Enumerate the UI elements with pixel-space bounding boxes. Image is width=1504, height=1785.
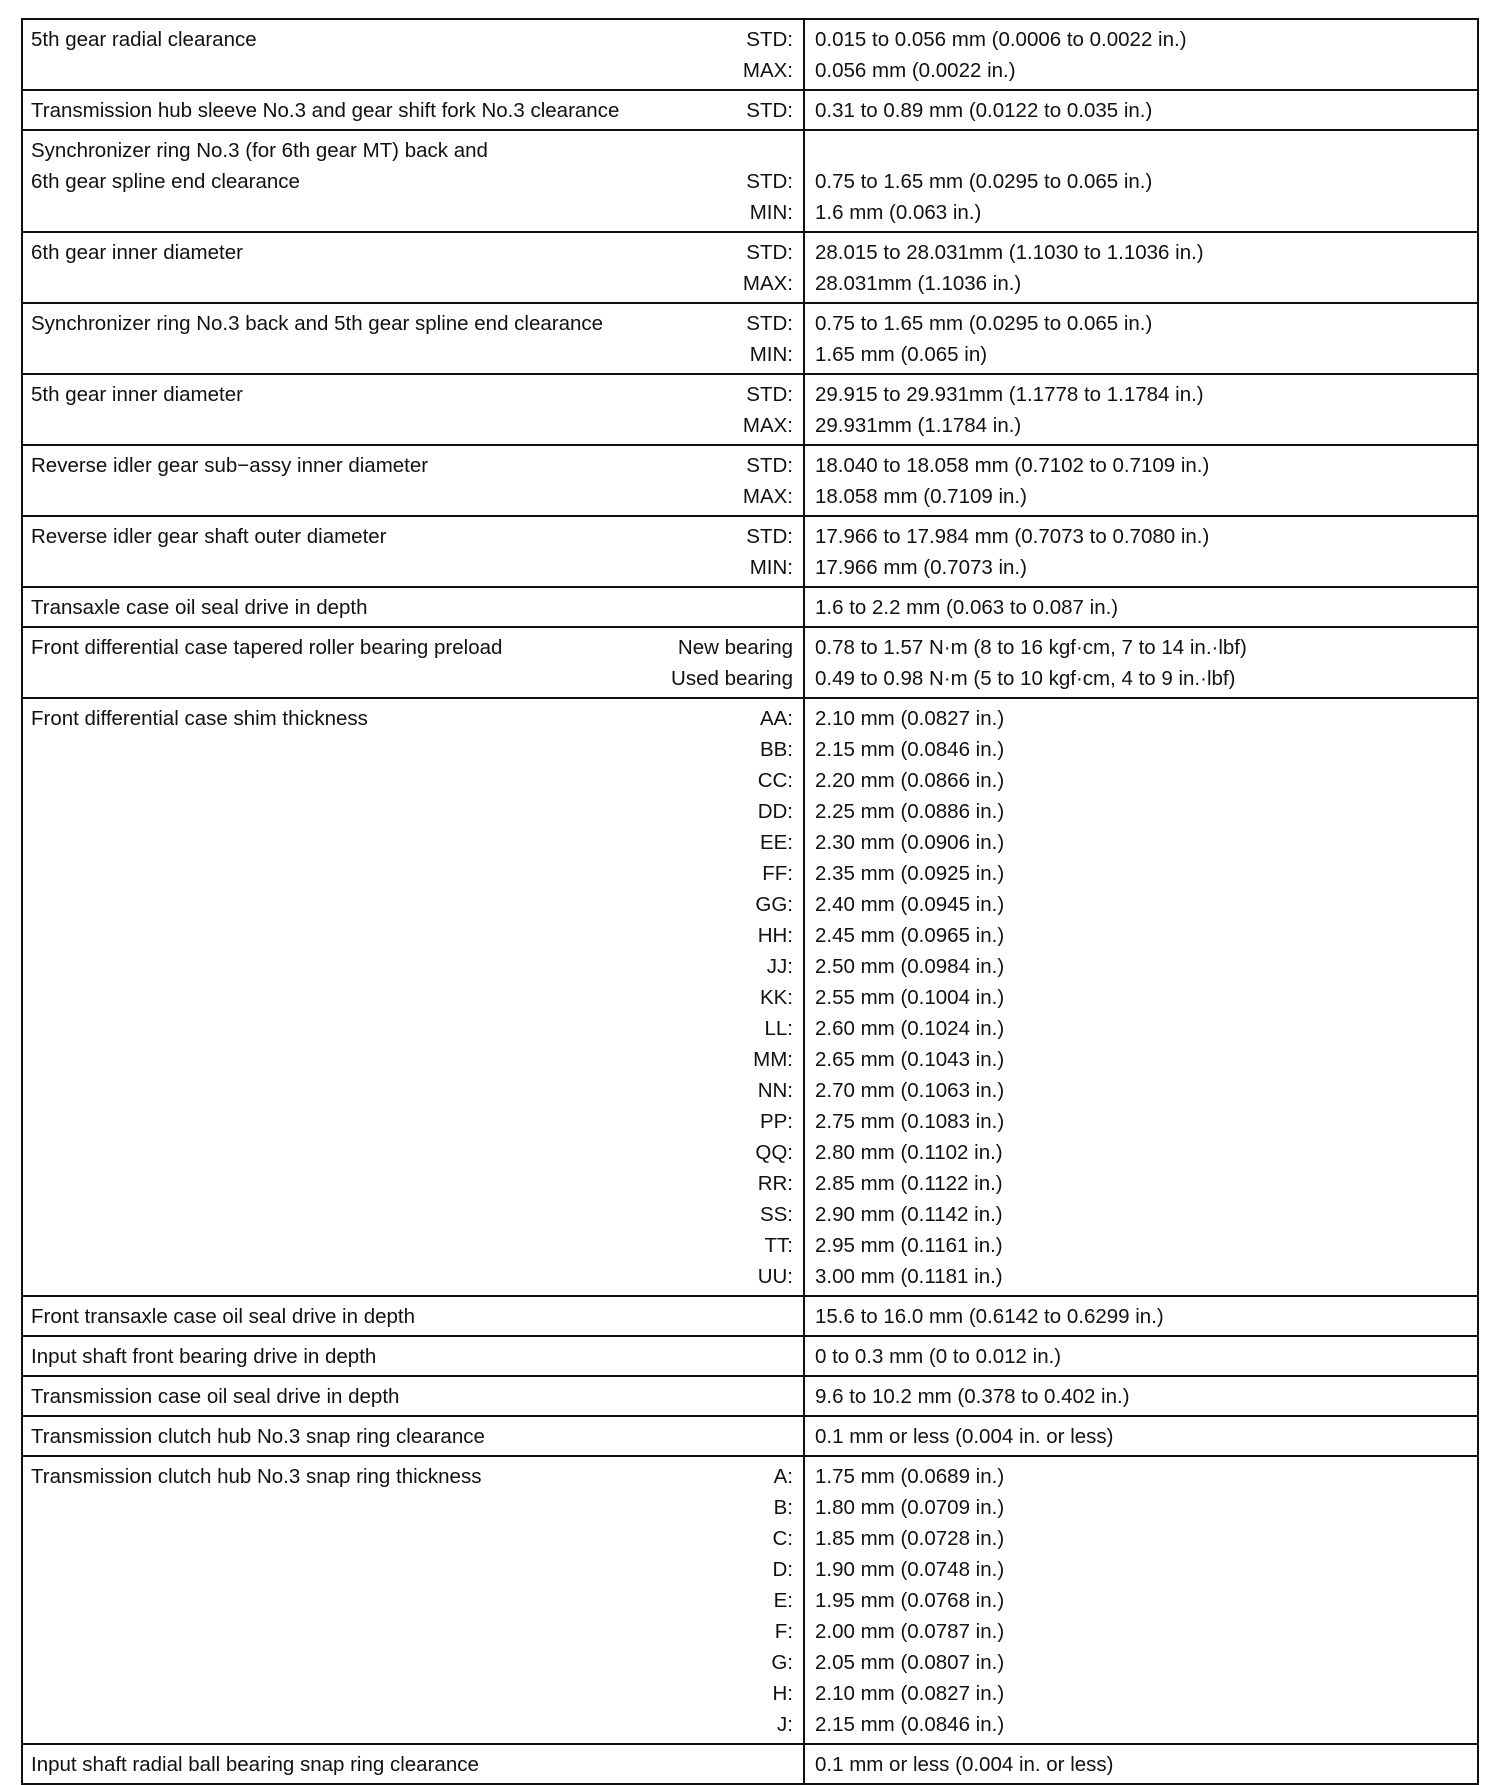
- spec-value: 2.25 mm (0.0886 in.): [815, 800, 1005, 823]
- spec-label: H:: [772, 1682, 793, 1705]
- spec-row: [22, 516, 1478, 587]
- spec-label: STD:: [746, 99, 793, 122]
- spec-description: [31, 703, 368, 734]
- spec-value: 2.30 mm (0.0906 in.): [815, 831, 1005, 854]
- spec-labels: [743, 24, 793, 86]
- spec-item-cell: [22, 1744, 804, 1784]
- spec-description-line: 6th gear spline end clearance: [31, 170, 300, 193]
- spec-description: [31, 592, 368, 623]
- spec-label: STD:: [746, 454, 793, 477]
- spec-value: 2.60 mm (0.1024 in.): [815, 1017, 1005, 1040]
- spec-value-cell: [804, 1456, 1478, 1744]
- spec-row: [22, 445, 1478, 516]
- spec-labels: [671, 632, 793, 694]
- spec-item-cell: [22, 90, 804, 130]
- spec-label: UU:: [757, 1265, 793, 1288]
- spec-value-cell: [804, 1296, 1478, 1336]
- spec-value: 1.90 mm (0.0748 in.): [815, 1558, 1005, 1581]
- spec-value: 1.75 mm (0.0689 in.): [815, 1465, 1005, 1488]
- spec-description-line: Reverse idler gear sub−assy inner diameter: [31, 454, 429, 477]
- spec-label: QQ:: [755, 1141, 793, 1164]
- spec-value: 29.931mm (1.1784 in.): [815, 414, 1022, 437]
- spec-labels: [743, 379, 793, 441]
- spec-row: [22, 1336, 1478, 1376]
- spec-description-line: Input shaft radial ball bearing snap ring clearance: [31, 1753, 479, 1776]
- spec-label: STD:: [746, 170, 793, 193]
- spec-value: 2.20 mm (0.0866 in.): [815, 769, 1005, 792]
- spec-value: 2.85 mm (0.1122 in.): [815, 1172, 1003, 1195]
- spec-item-cell: [22, 627, 804, 698]
- spec-label: KK:: [759, 986, 793, 1009]
- spec-label: MM:: [753, 1048, 793, 1071]
- spec-label: A:: [773, 1465, 793, 1488]
- spec-item-cell: [22, 130, 804, 232]
- spec-description: [31, 237, 243, 268]
- spec-label: B:: [773, 1496, 793, 1519]
- spec-labels: [746, 308, 793, 370]
- spec-label: Used bearing: [671, 667, 793, 690]
- specification-table-body: [22, 19, 1478, 1784]
- spec-value: [815, 135, 1467, 166]
- spec-value-cell: [804, 1416, 1478, 1456]
- spec-value-cell: [804, 587, 1478, 627]
- spec-item-cell: [22, 516, 804, 587]
- spec-item-cell: [22, 19, 804, 90]
- spec-label: G:: [771, 1651, 793, 1674]
- spec-value-cell: [804, 698, 1478, 1296]
- spec-value-cell: [804, 90, 1478, 130]
- spec-label: STD:: [746, 241, 793, 264]
- spec-label: CC:: [757, 769, 793, 792]
- spec-row: [22, 627, 1478, 698]
- spec-value: 17.966 to 17.984 mm (0.7073 to 0.7080 in.): [815, 525, 1210, 548]
- spec-label: SS:: [759, 1203, 793, 1226]
- spec-label: HH:: [757, 924, 793, 947]
- spec-value: 17.966 mm (0.7073 in.): [815, 556, 1027, 579]
- spec-label: STD:: [746, 525, 793, 548]
- spec-label: NN:: [757, 1079, 793, 1102]
- spec-value-cell: [804, 232, 1478, 303]
- spec-value: 2.15 mm (0.0846 in.): [815, 738, 1005, 761]
- spec-row: [22, 1296, 1478, 1336]
- spec-label: MAX:: [742, 59, 793, 82]
- spec-value: 15.6 to 16.0 mm (0.6142 to 0.6299 in.): [815, 1305, 1164, 1328]
- specification-table: [21, 18, 1479, 1785]
- spec-label: [746, 135, 793, 166]
- spec-description: [31, 95, 619, 126]
- spec-description-line: Transmission clutch hub No.3 snap ring clearance: [31, 1425, 485, 1448]
- spec-value: 29.915 to 29.931mm (1.1778 to 1.1784 in.): [815, 383, 1204, 406]
- spec-description-line: 6th gear inner diameter: [31, 241, 243, 264]
- spec-description-line: Front differential case tapered roller bearing preload: [31, 636, 503, 659]
- spec-item-cell: [22, 1376, 804, 1416]
- spec-description: [31, 308, 603, 339]
- spec-value: 0.31 to 0.89 mm (0.0122 to 0.035 in.): [815, 99, 1153, 122]
- spec-description: [31, 24, 257, 55]
- spec-row: [22, 1376, 1478, 1416]
- spec-description-line: Transaxle case oil seal drive in depth: [31, 596, 368, 619]
- spec-labels: [746, 95, 793, 126]
- spec-value: 2.15 mm (0.0846 in.): [815, 1713, 1005, 1736]
- spec-row: [22, 1744, 1478, 1784]
- spec-value: 1.6 to 2.2 mm (0.063 to 0.087 in.): [815, 596, 1119, 619]
- spec-value: 2.75 mm (0.1083 in.): [815, 1110, 1005, 1133]
- spec-value: 0.1 mm or less (0.004 in. or less): [815, 1425, 1114, 1448]
- spec-value: 2.70 mm (0.1063 in.): [815, 1079, 1005, 1102]
- spec-value: 2.00 mm (0.0787 in.): [815, 1620, 1005, 1643]
- spec-value: 2.80 mm (0.1102 in.): [815, 1141, 1003, 1164]
- spec-value: 18.040 to 18.058 mm (0.7102 to 0.7109 in.): [815, 454, 1210, 477]
- spec-description: [31, 1461, 481, 1492]
- spec-value: 28.031mm (1.1036 in.): [815, 272, 1022, 295]
- spec-value-cell: [804, 445, 1478, 516]
- spec-value: 2.45 mm (0.0965 in.): [815, 924, 1005, 947]
- spec-row: [22, 130, 1478, 232]
- spec-value: 2.10 mm (0.0827 in.): [815, 1682, 1005, 1705]
- spec-label: DD:: [757, 800, 793, 823]
- spec-value: 0.1 mm or less (0.004 in. or less): [815, 1753, 1114, 1776]
- spec-label: AA:: [759, 707, 793, 730]
- spec-value: 0.78 to 1.57 N·m (8 to 16 kgf·cm, 7 to 14 in.·lbf): [815, 636, 1247, 659]
- spec-value: 2.65 mm (0.1043 in.): [815, 1048, 1005, 1071]
- spec-value: 2.55 mm (0.1004 in.): [815, 986, 1005, 1009]
- spec-description: [31, 521, 387, 552]
- spec-row: [22, 1416, 1478, 1456]
- spec-value-cell: [804, 1336, 1478, 1376]
- spec-description-line: Input shaft front bearing drive in depth: [31, 1345, 377, 1368]
- spec-label: E:: [773, 1589, 793, 1612]
- spec-label: MAX:: [742, 414, 793, 437]
- spec-description: [31, 379, 243, 410]
- spec-description-line: Reverse idler gear shaft outer diameter: [31, 525, 387, 548]
- spec-label: BB:: [759, 738, 793, 761]
- spec-row: [22, 19, 1478, 90]
- spec-item-cell: [22, 587, 804, 627]
- spec-label: STD:: [746, 383, 793, 406]
- spec-item-cell: [22, 698, 804, 1296]
- spec-value-cell: [804, 1376, 1478, 1416]
- spec-value: 1.65 mm (0.065 in): [815, 343, 988, 366]
- spec-row: [22, 232, 1478, 303]
- spec-value: 0.49 to 0.98 N·m (5 to 10 kgf·cm, 4 to 9 in.·lbf): [815, 667, 1236, 690]
- spec-labels: [743, 450, 793, 512]
- spec-value-cell: [804, 374, 1478, 445]
- spec-label: MIN:: [749, 343, 793, 366]
- spec-value: 28.015 to 28.031mm (1.1030 to 1.1036 in.): [815, 241, 1204, 264]
- spec-item-cell: [22, 1336, 804, 1376]
- spec-description: [31, 135, 488, 197]
- spec-description: [31, 1381, 399, 1412]
- spec-description-line: Transmission clutch hub No.3 snap ring thickness: [31, 1465, 482, 1488]
- spec-description-line: Synchronizer ring No.3 (for 6th gear MT) back and: [31, 139, 488, 162]
- spec-item-cell: [22, 1456, 804, 1744]
- spec-description-line: Front transaxle case oil seal drive in depth: [31, 1305, 416, 1328]
- spec-value: 0.056 mm (0.0022 in.): [815, 59, 1016, 82]
- spec-row: [22, 374, 1478, 445]
- spec-labels: [743, 237, 793, 299]
- spec-value: 0.75 to 1.65 mm (0.0295 to 0.065 in.): [815, 170, 1153, 193]
- spec-row: [22, 698, 1478, 1296]
- spec-label: MAX:: [742, 485, 793, 508]
- spec-row: [22, 303, 1478, 374]
- spec-value: 2.05 mm (0.0807 in.): [815, 1651, 1005, 1674]
- spec-item-cell: [22, 232, 804, 303]
- spec-label: STD:: [746, 28, 793, 51]
- spec-value: 2.35 mm (0.0925 in.): [815, 862, 1005, 885]
- spec-label: TT:: [764, 1234, 793, 1257]
- spec-label: RR:: [757, 1172, 793, 1195]
- spec-row: [22, 587, 1478, 627]
- spec-description-line: Synchronizer ring No.3 back and 5th gear spline end clearance: [31, 312, 604, 335]
- spec-label: C:: [772, 1527, 793, 1550]
- spec-row: [22, 1456, 1478, 1744]
- spec-label: New bearing: [677, 636, 793, 659]
- spec-label: F:: [774, 1620, 793, 1643]
- spec-label: GG:: [755, 893, 793, 916]
- spec-description-line: 5th gear inner diameter: [31, 383, 243, 406]
- spec-value: 18.058 mm (0.7109 in.): [815, 485, 1027, 508]
- spec-value-cell: [804, 1744, 1478, 1784]
- spec-row: [22, 90, 1478, 130]
- spec-value: 2.40 mm (0.0945 in.): [815, 893, 1005, 916]
- spec-value: 2.50 mm (0.0984 in.): [815, 955, 1005, 978]
- spec-description: [31, 1301, 415, 1332]
- spec-labels: [746, 135, 793, 228]
- spec-value: 1.80 mm (0.0709 in.): [815, 1496, 1005, 1519]
- spec-description: [31, 1749, 479, 1780]
- spec-description: [31, 1421, 485, 1452]
- spec-label: EE:: [759, 831, 793, 854]
- spec-label: PP:: [759, 1110, 793, 1133]
- spec-description-line: Transmission hub sleeve No.3 and gear shift fork No.3 clearance: [31, 99, 620, 122]
- spec-label: MIN:: [749, 201, 793, 224]
- spec-labels: [746, 521, 793, 583]
- spec-description: [31, 1341, 376, 1372]
- spec-item-cell: [22, 303, 804, 374]
- spec-label: LL:: [764, 1017, 793, 1040]
- spec-value-cell: [804, 516, 1478, 587]
- spec-label: D:: [772, 1558, 793, 1581]
- spec-value: 0 to 0.3 mm (0 to 0.012 in.): [815, 1345, 1062, 1368]
- spec-value: 1.6 mm (0.063 in.): [815, 201, 982, 224]
- spec-value-cell: [804, 130, 1478, 232]
- spec-label: MAX:: [742, 272, 793, 295]
- spec-value: 0.015 to 0.056 mm (0.0006 to 0.0022 in.): [815, 28, 1187, 51]
- spec-value: 9.6 to 10.2 mm (0.378 to 0.402 in.): [815, 1385, 1130, 1408]
- spec-item-cell: [22, 1416, 804, 1456]
- spec-description-line: Front differential case shim thickness: [31, 707, 368, 730]
- spec-label: MIN:: [749, 556, 793, 579]
- spec-value: 1.85 mm (0.0728 in.): [815, 1527, 1005, 1550]
- spec-label: STD:: [746, 312, 793, 335]
- spec-value: 2.95 mm (0.1161 in.): [815, 1234, 1003, 1257]
- spec-labels: [771, 1461, 793, 1740]
- spec-label: FF:: [762, 862, 793, 885]
- spec-item-cell: [22, 1296, 804, 1336]
- spec-item-cell: [22, 374, 804, 445]
- spec-value: 0.75 to 1.65 mm (0.0295 to 0.065 in.): [815, 312, 1153, 335]
- spec-label: J:: [777, 1713, 793, 1736]
- spec-description-line: 5th gear radial clearance: [31, 28, 257, 51]
- spec-value: 2.90 mm (0.1142 in.): [815, 1203, 1003, 1226]
- spec-label: JJ:: [766, 955, 793, 978]
- spec-labels: [753, 703, 793, 1292]
- spec-value: 1.95 mm (0.0768 in.): [815, 1589, 1005, 1612]
- spec-value: 2.10 mm (0.0827 in.): [815, 707, 1005, 730]
- spec-value-cell: [804, 19, 1478, 90]
- spec-value: 3.00 mm (0.1181 in.): [815, 1265, 1003, 1288]
- spec-value-cell: [804, 303, 1478, 374]
- spec-item-cell: [22, 445, 804, 516]
- spec-value-cell: [804, 627, 1478, 698]
- spec-description-line: Transmission case oil seal drive in depth: [31, 1385, 400, 1408]
- spec-description: [31, 632, 502, 663]
- spec-description: [31, 450, 428, 481]
